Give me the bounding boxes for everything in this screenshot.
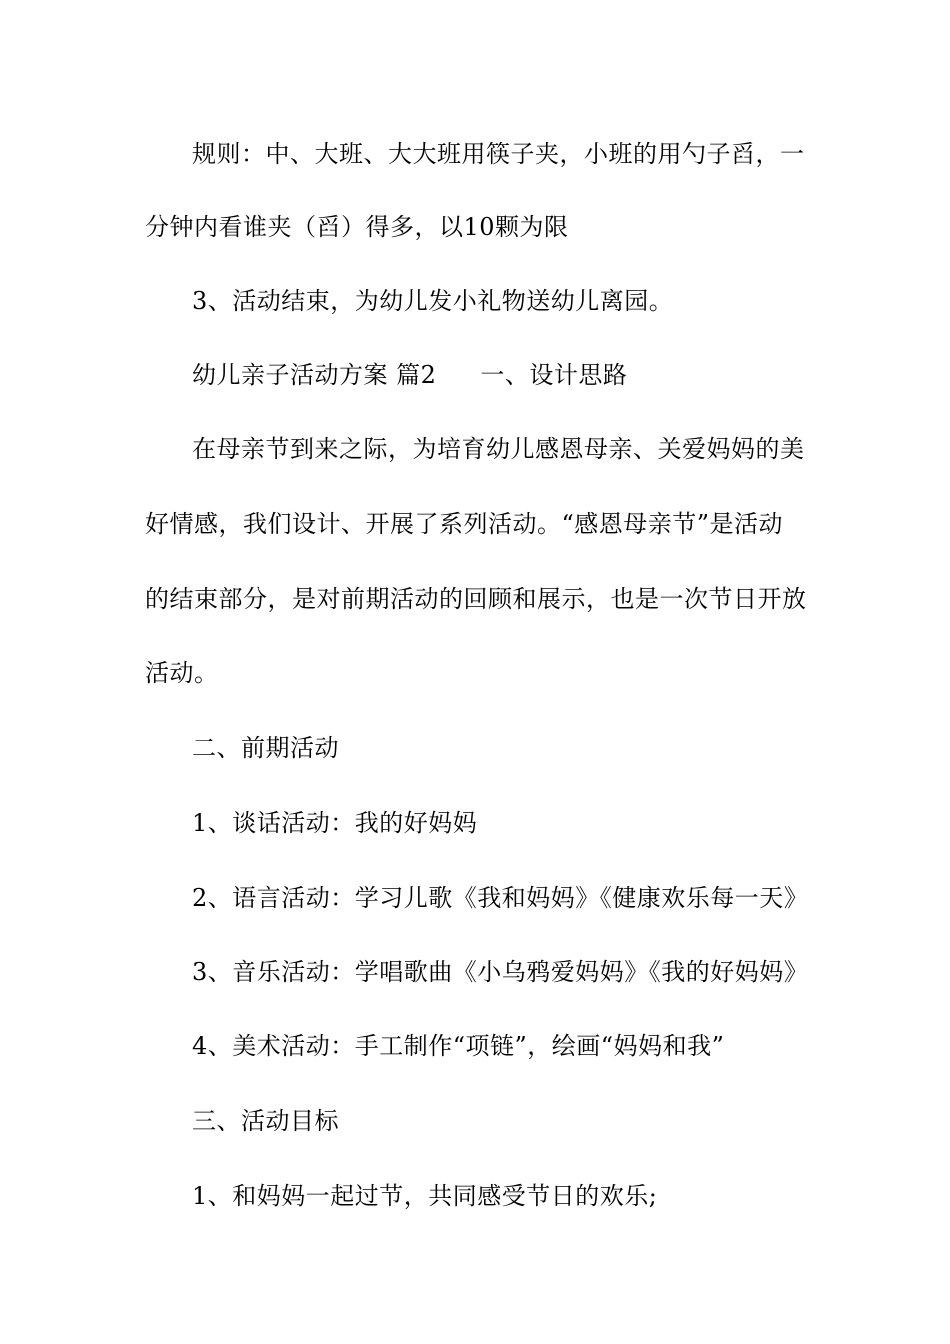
list-item: 1、和妈妈一起过节，共同感受节日的欢乐; [192,1182,658,1210]
heading-preliminary-activities: 二、前期活动 [192,734,339,762]
paragraph-line-4: 活动。 [145,659,219,687]
section-title: 幼儿亲子活动方案 篇2 [192,361,437,389]
rule-line-1: 规则：中、大班、大大班用筷子夹，小班的用勺子舀，一 [192,140,805,168]
list-item: 2、语言活动：学习儿歌《我和妈妈》《健康欢乐每一天》 [192,884,809,912]
list-item: 3、音乐活动：学唱歌曲《小乌鸦爱妈妈》《我的好妈妈》 [192,958,809,986]
list-item: 1、谈话活动：我的好妈妈 [192,809,478,837]
paragraph-line-3: 的结束部分，是对前期活动的回顾和展示，也是一次节日开放 [145,585,807,613]
section-subtitle: 一、设计思路 [480,361,628,389]
list-item: 4、美术活动：手工制作“项链”，绘画“妈妈和我” [192,1032,725,1060]
paragraph-line-1: 在母亲节到来之际，为培育幼儿感恩母亲、关爱妈妈的美 [192,435,805,463]
section-heading [192,359,627,391]
paragraph-line-2: 好情感，我们设计、开展了系列活动。“感恩母亲节”是活动 [145,510,784,538]
heading-activity-goals: 三、活动目标 [192,1107,339,1135]
step-3-line: 3、活动结束，为幼儿发小礼物送幼儿离园。 [192,287,674,315]
rule-line-2: 分钟内看谁夹（舀）得多，以10颗为限 [145,213,569,241]
